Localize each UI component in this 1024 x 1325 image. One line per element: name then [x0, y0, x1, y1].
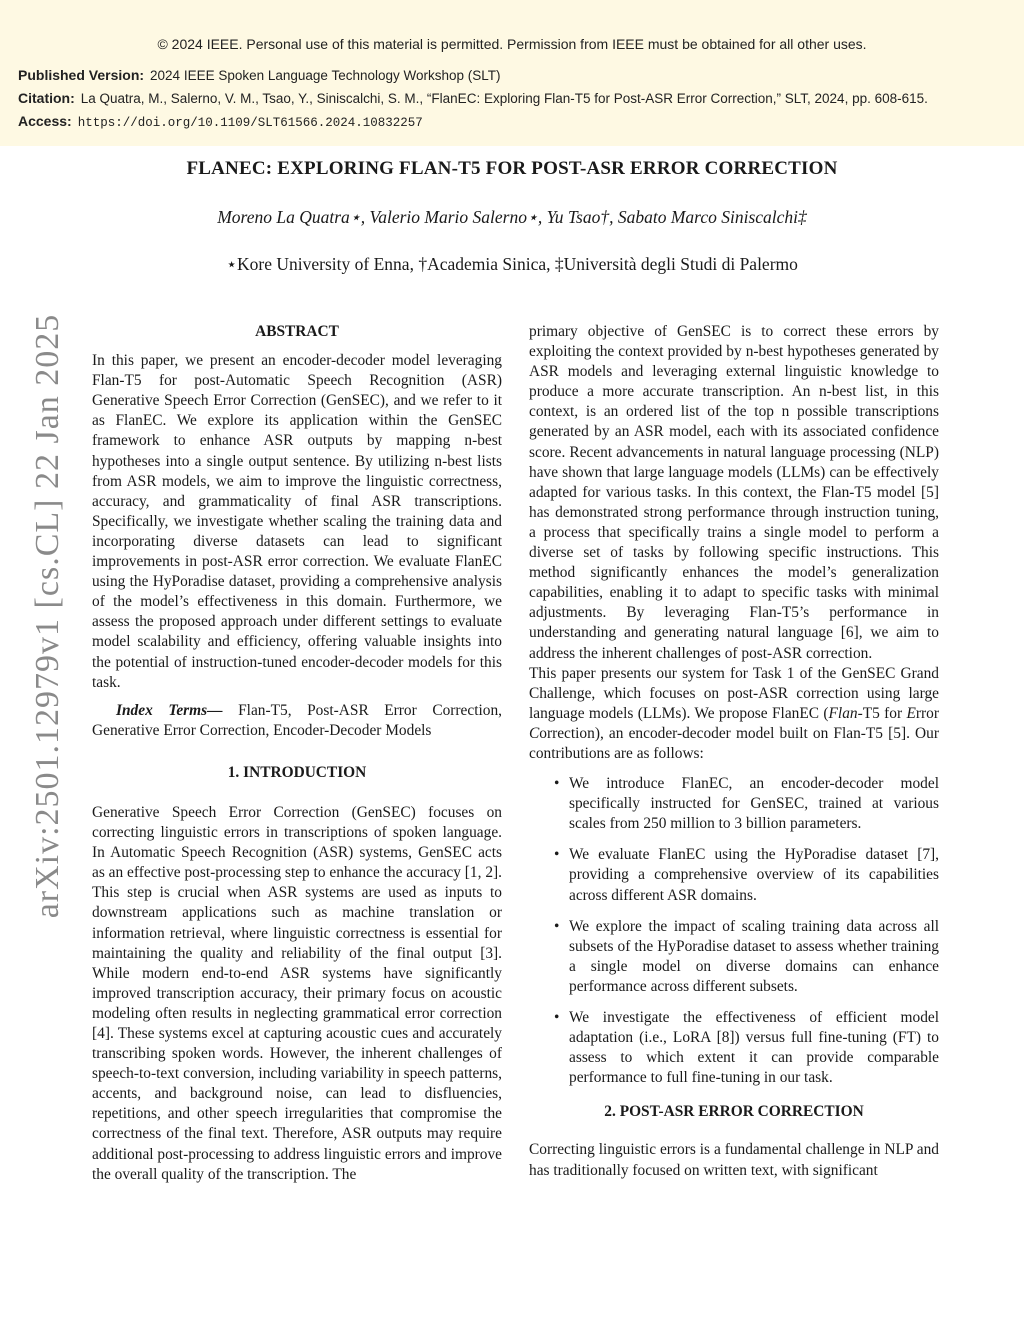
- paper-affiliations: ⋆Kore University of Enna, †Academia Sinica, ‡Università degli Studi di Palermo: [226, 254, 798, 274]
- para2-flan: Flan: [828, 704, 858, 722]
- access-row: [18, 113, 423, 130]
- arxiv-identifier: arXiv:2501.12979v1 [cs.CL] 22 Jan 2025: [29, 313, 66, 919]
- left-column: [92, 322, 502, 1185]
- index-terms-label: Index Terms—: [116, 701, 223, 719]
- right-paragraph-2: [529, 664, 939, 764]
- copyright-notice: © 2024 IEEE. Personal use of this material is permitted. Permission from IEEE must be obtained for all other uses.: [157, 36, 867, 52]
- paper-authors: Moreno La Quatra⋆, Valerio Mario Salerno⋆, Yu Tsao†, Sabato Marco Siniscalchi‡: [217, 207, 807, 227]
- doi-link[interactable]: https://doi.org/10.1109/SLT61566.2024.10832257: [77, 116, 423, 130]
- citation-row: [18, 90, 928, 106]
- copyright-banner: [0, 0, 1024, 146]
- right-column: [529, 322, 939, 1181]
- right-paragraph-1: primary objective of GenSEC is to correct these errors by exploiting the context provided by n-best hypotheses generated by ASR models and leveraging external linguistic knowledge to produce a more accurate transcription. An n-best list, in this context, is an ordered list of the top n possible transcriptions generated by an ASR model, each with its associated confidence score. Recent advancements in natural language processing (NLP) have shown that large language models (LLMs) can be effectively adapted for various tasks. In this context, the Flan-T5 model [5] has demonstrated strong performance through instruction tuning, a process that specifically trains a single model to perform a diverse set of tasks by following specific instructions. This method significantly enhances the model’s generalization capabilities, enabling it to adapt to specific tasks with minimal adjustments. By leveraging Flan-T5’s performance in understanding and generating natural language [6], we aim to address the inherent challenges of post-ASR correction.: [529, 323, 939, 662]
- list-item: • We explore the impact of scaling training data across all subsets of the HyPoradise dataset to assess whether training a single model on diverse domains can enhance performance across different subsets.: [529, 917, 939, 997]
- para2-e: E: [906, 704, 916, 722]
- introduction-heading: 1. INTRODUCTION: [227, 763, 367, 781]
- section2-text: Correcting linguistic errors is a fundamental challenge in NLP and has traditionally focused on written text, with significant: [529, 1141, 939, 1179]
- para2-text-c: rror: [915, 704, 939, 722]
- published-version-label: Published Version:: [18, 67, 145, 83]
- abstract-text: In this paper, we present an encoder-decoder model leveraging Flan-T5 for post-Automatic Speech Recognition (ASR) Generative Speech Error Correction (GenSEC), and we refer to it as FlanEC. We explore its application within the GenSEC framework to enhance ASR outputs by mapping n-best hypotheses into a single output sentence. By utilizing n-best lists from ASR models, we aim to improve the linguistic correctness, accuracy, and grammaticality of final ASR transcriptions. Specifically, we investigate whether scaling the training data and incorporating diverse datasets can lead to significant improvements in post-ASR error correction. We evaluate FlanEC using the HyPoradise dataset, providing a comprehensive analysis of the model’s effectiveness in this domain. Furthermore, we assess the proposed approach under different settings to evaluate model scalability and efficiency, offering valuable insights into the potential of instruction-tuned encoder-decoder models for this task.: [92, 352, 502, 691]
- list-item: • We evaluate FlanEC using the HyPoradise dataset [7], providing a comprehensive overview of its capabilities across different ASR domains.: [529, 845, 939, 905]
- index-terms-text: Flan-T5, Post-ASR Error Correction, Generative Error Correction, Encoder-Decoder Models: [92, 701, 502, 739]
- list-item: • We investigate the effectiveness of efficient model adaptation (i.e., LoRA [8]) versus full fine-tuning (FT) to assess to which extent it can provide comparable performance to full fine-tuning in our task.: [529, 1008, 939, 1088]
- published-version-value: 2024 IEEE Spoken Language Technology Workshop (SLT): [150, 68, 501, 83]
- abstract-heading: ABSTRACT: [255, 323, 339, 340]
- access-label: Access:: [18, 113, 72, 129]
- list-item: • We introduce FlanEC, an encoder-decoder model specifically instructed for GenSEC, trained at various scales from 250 million to 3 billion parameters.: [529, 774, 939, 834]
- citation-value: La Quatra, M., Salerno, V. M., Tsao, Y., Siniscalchi, S. M., “FlanEC: Exploring Flan-T5 for Post-ASR Error Correction,” SLT, 2024, pp. 608-615.: [80, 91, 928, 106]
- para2-text-d: orrection), an encoder-decoder model built on Flan-T5 [5]. Our contributions are as follows:: [529, 724, 939, 762]
- introduction-text: Generative Speech Error Correction (GenSEC) focuses on correcting linguistic errors in transcriptions of spoken language. In Automatic Speech Recognition (ASR) systems, GenSEC acts as an effective post-processing step to enhance the accuracy [1, 2]. This step is crucial when ASR systems are used as inputs to downstream applications such as machine translation or information retrieval, where linguistic correctness is essential for maintaining the quality and reliability of the final output [3]. While modern end-to-end ASR systems have significantly improved transcription accuracy, their primary focus on acoustic modeling often results in neglecting grammatical error correction [4]. These systems excel at capturing acoustic cues and accurately transcribing spoken words. However, the inherent challenges of speech-to-text conversion, including variability in speech patterns, accents, and background noise, can lead to disfluencies, repetitions, and other speech irregularities that compromise the correctness of the final text. Therefore, ASR outputs may require additional post-processing to address linguistic errors and improve the overall quality of the transcription. The: [92, 803, 502, 1183]
- paper-title: FLANEC: EXPLORING FLAN-T5 FOR POST-ASR ERROR CORRECTION: [186, 158, 838, 179]
- index-terms: [92, 701, 502, 741]
- para2-text-b: -T5 for: [857, 704, 907, 722]
- section2-heading: 2. POST-ASR ERROR CORRECTION: [604, 1103, 864, 1121]
- citation-label: Citation:: [18, 90, 75, 106]
- para2-c: C: [529, 724, 540, 742]
- para2-text-a: This paper presents our system for Task 1 of the GenSEC Grand Challenge, which focuses on post-ASR correction using large language models (LLMs). We propose FlanEC (: [529, 664, 939, 722]
- published-version-row: [18, 67, 501, 83]
- contributions-list: [529, 774, 939, 1088]
